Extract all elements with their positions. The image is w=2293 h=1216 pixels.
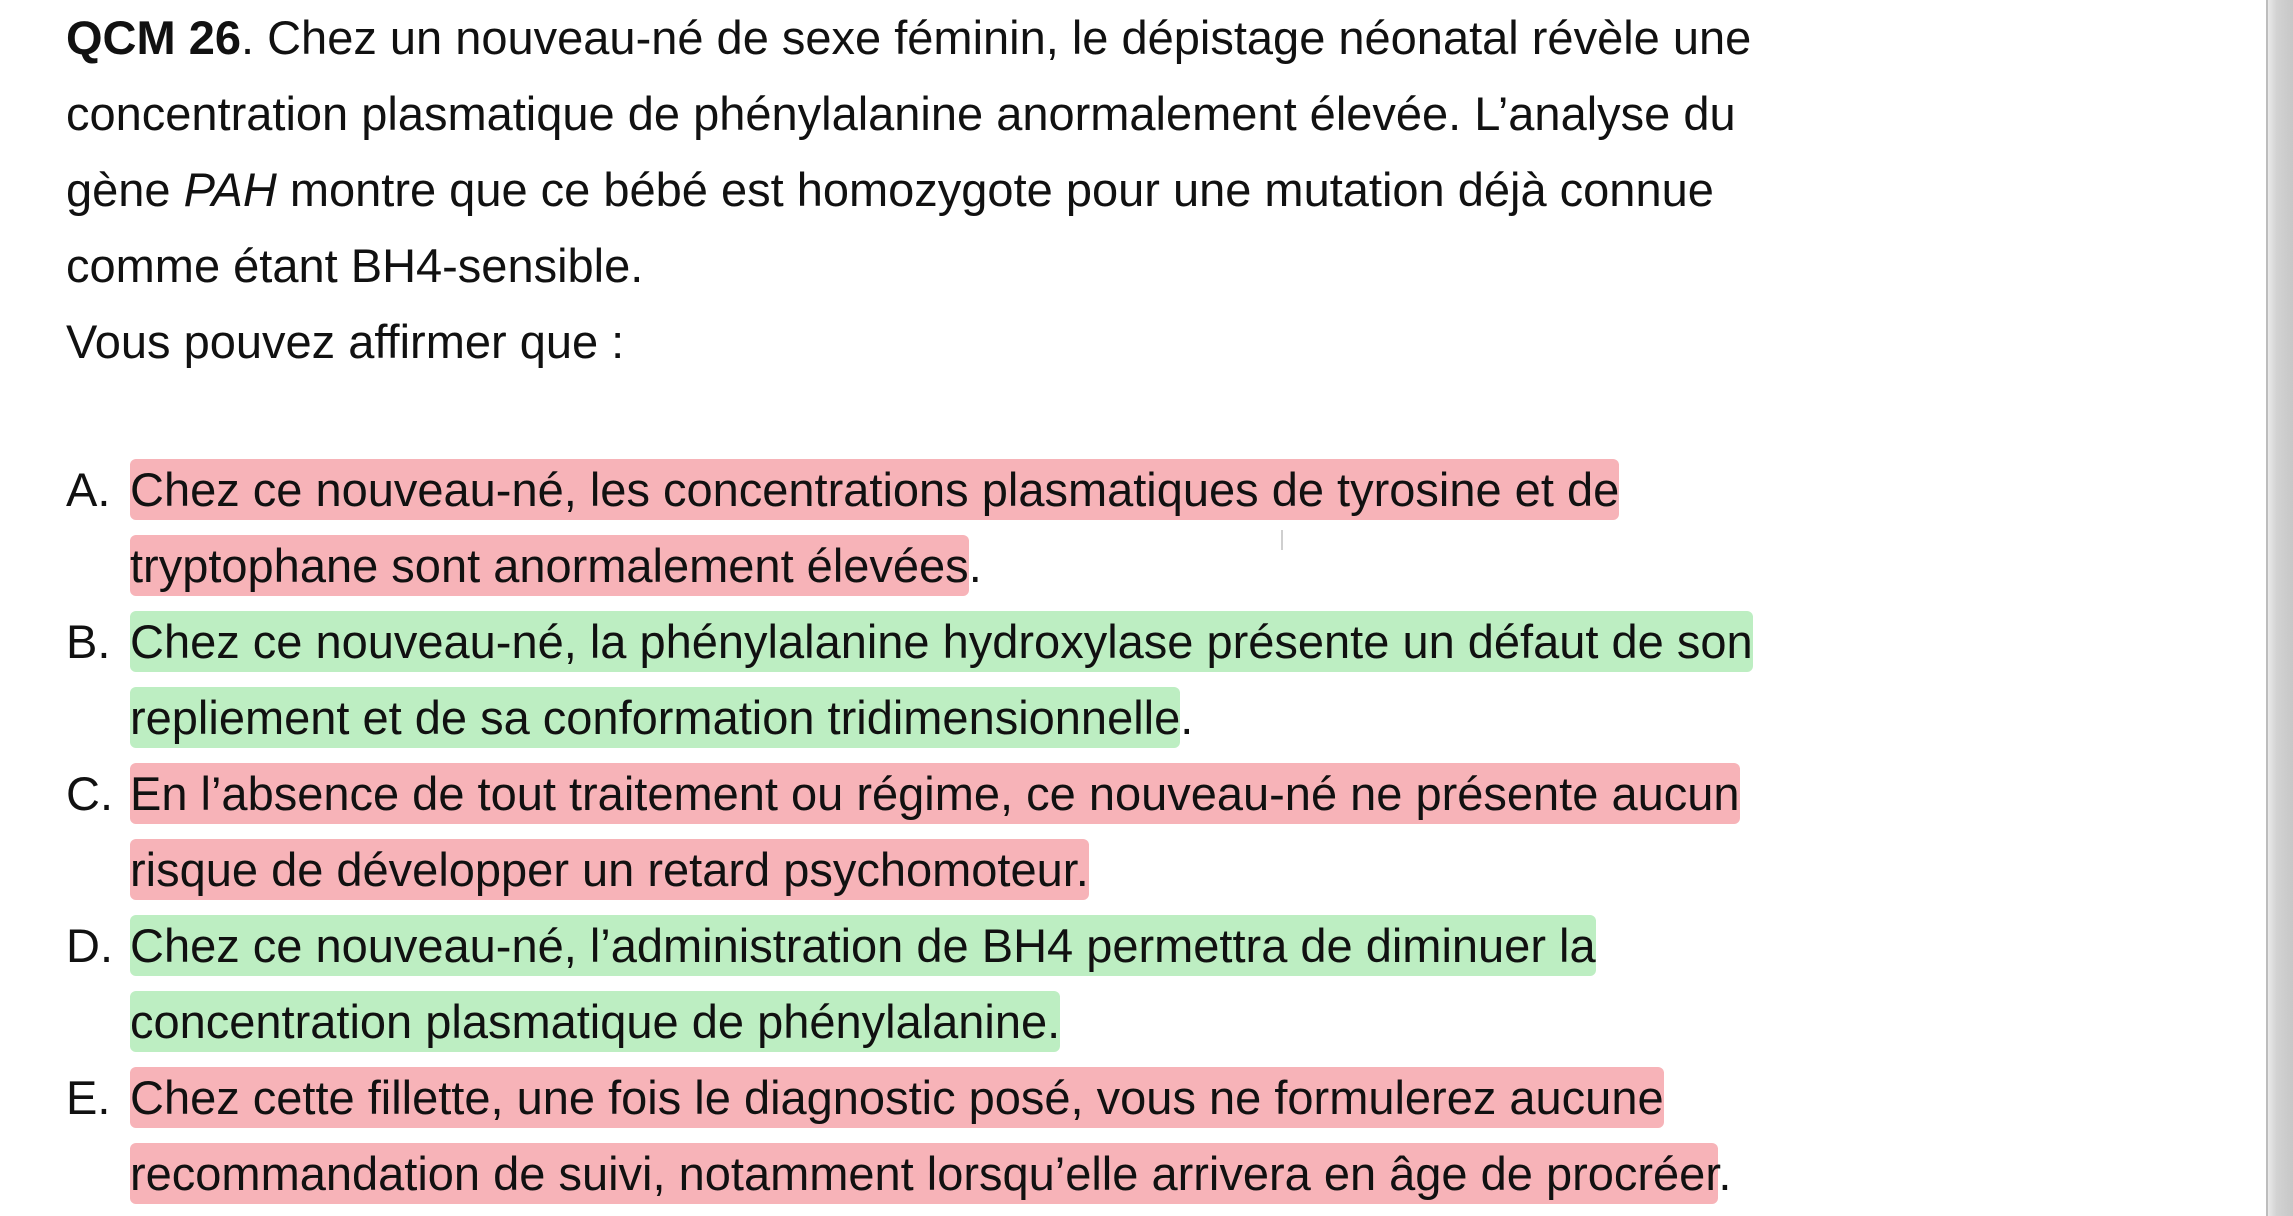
question-number: QCM 26	[66, 11, 241, 64]
option-d-letter: D.	[66, 919, 113, 972]
option-e-line-1	[66, 1060, 1753, 1136]
option-b-line-1	[66, 604, 1753, 680]
question-prompt: Vous pouvez affirmer que :	[66, 315, 625, 368]
option-e-text-cont: recommandation de suivi, notamment lorsqu’elle arrivera en âge de procréer	[130, 1143, 1718, 1204]
option-e-text: Chez cette fillette, une fois le diagnostic posé, vous ne formulerez aucune	[130, 1067, 1664, 1128]
option-c-letter: C.	[66, 767, 113, 820]
stem-line-2: concentration plasmatique de phénylalanine anormalement élevée. L’analyse du	[66, 87, 1736, 140]
stem-line-4: comme étant BH4-sensible.	[66, 239, 644, 292]
option-c-text-cont: risque de développer un retard psychomoteur.	[130, 839, 1089, 900]
option-a-line-2	[66, 528, 1753, 604]
answer-options	[66, 452, 1753, 1212]
option-e-letter: E.	[66, 1071, 111, 1124]
option-b-text: Chez ce nouveau-né, la phénylalanine hydroxylase présente un défaut de son	[130, 611, 1753, 672]
option-c-line-1	[66, 756, 1753, 832]
option-c-line-2	[66, 832, 1753, 908]
gene-name: PAH	[183, 163, 277, 216]
option-a-line-1	[66, 452, 1753, 528]
option-b-line-2	[66, 680, 1753, 756]
option-e-line-2	[66, 1136, 1753, 1212]
option-b-letter: B.	[66, 615, 111, 668]
stem-text-1: . Chez un nouveau-né de sexe féminin, le dépistage néonatal révèle une	[241, 11, 1752, 64]
option-d-line-1	[66, 908, 1753, 984]
option-b-text-cont: repliement et de sa conformation tridimensionnelle	[130, 687, 1180, 748]
option-c-text: En l’absence de tout traitement ou régime, ce nouveau-né ne présente aucun	[130, 763, 1740, 824]
option-a-letter: A.	[66, 463, 111, 516]
stem-text-3b: montre que ce bébé est homozygote pour une mutation déjà connue	[276, 163, 1714, 216]
stem-line-1	[66, 0, 1751, 76]
option-b-tail: .	[1180, 691, 1194, 744]
question-stem	[66, 0, 1751, 380]
stem-line-3	[66, 152, 1751, 228]
option-a-text-cont: tryptophane sont anormalement élevées	[130, 535, 969, 596]
option-e-tail: .	[1718, 1147, 1732, 1200]
option-a-tail: .	[968, 539, 982, 592]
page-edge-shadow	[2266, 0, 2293, 1216]
option-d-line-2	[66, 984, 1753, 1060]
option-d-text-cont: concentration plasmatique de phénylalanine.	[130, 991, 1060, 1052]
stem-text-3a: gène	[66, 163, 184, 216]
option-a-text: Chez ce nouveau-né, les concentrations plasmatiques de tyrosine et de	[130, 459, 1619, 520]
stray-mark	[1281, 530, 1283, 550]
option-d-text: Chez ce nouveau-né, l’administration de BH4 permettra de diminuer la	[130, 915, 1596, 976]
